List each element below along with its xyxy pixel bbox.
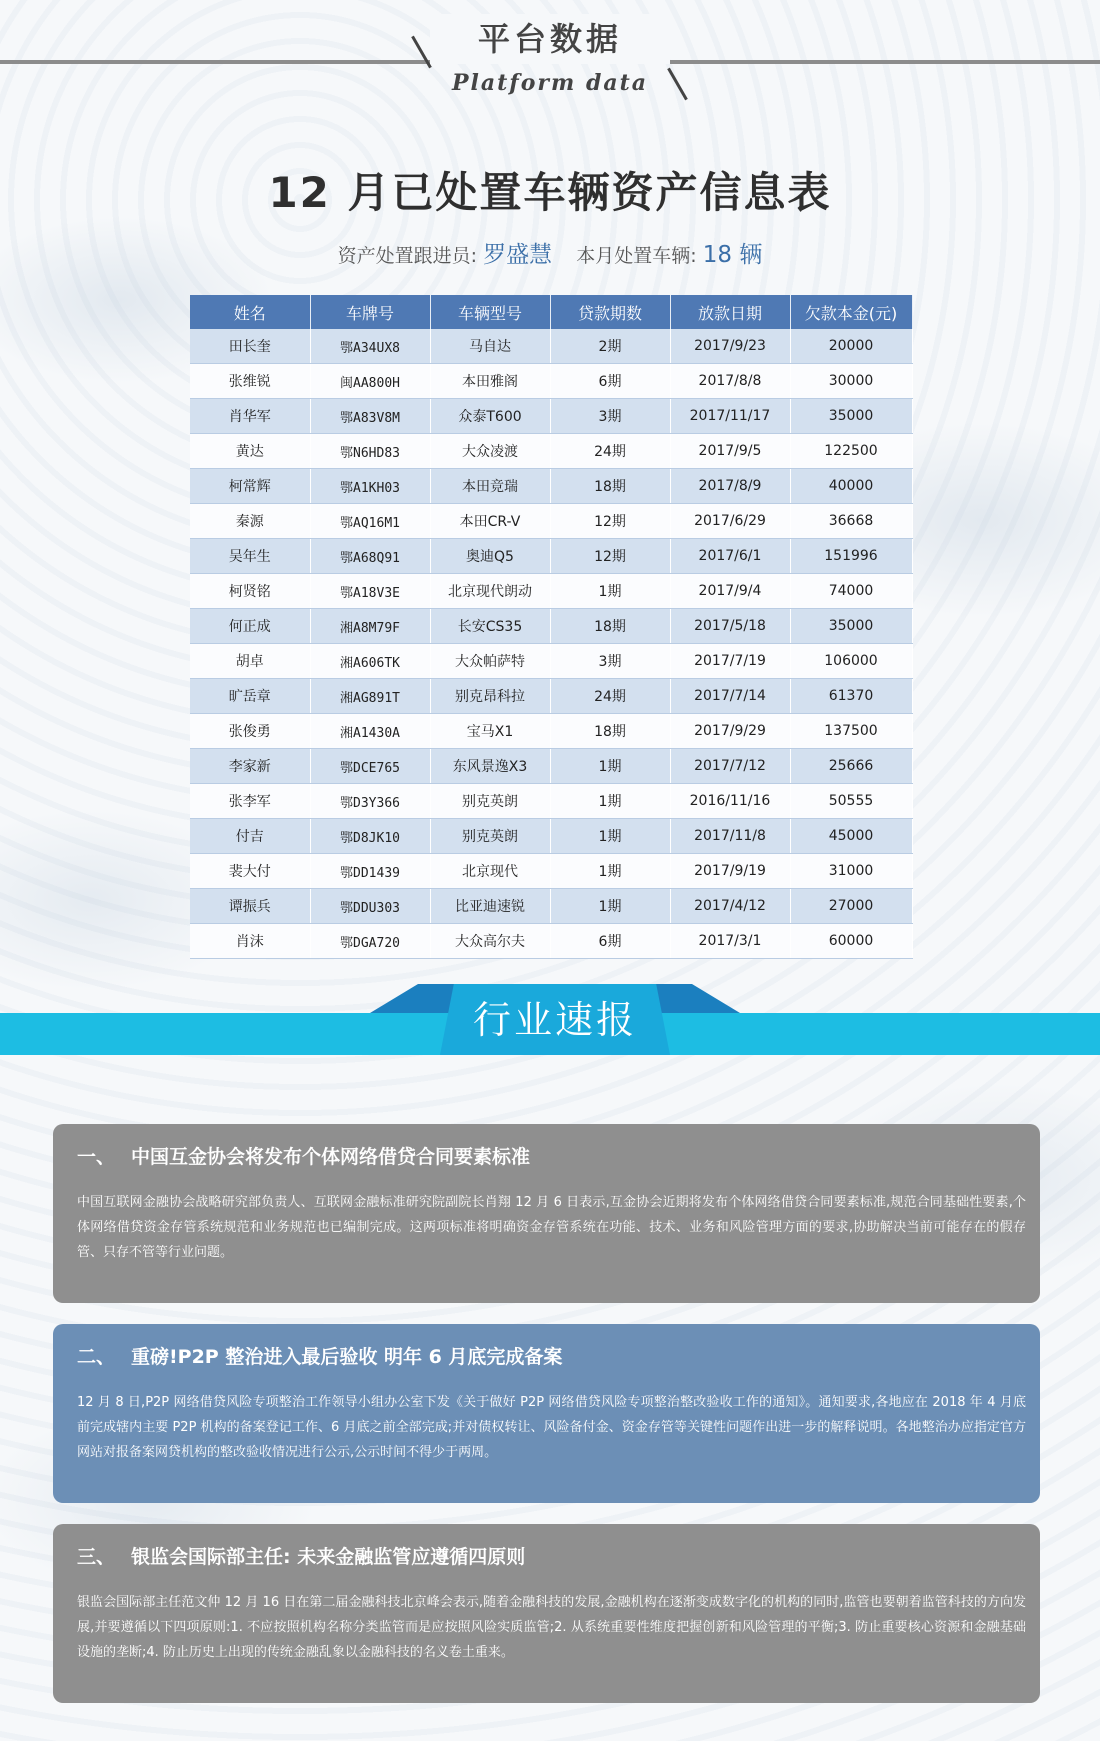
col-header-term: 贷款期数 — [550, 295, 670, 329]
table-row — [190, 609, 912, 644]
cell-plate: 湘A8M79F — [310, 609, 430, 644]
cell-plate: 鄂A83V8M — [310, 399, 430, 434]
cell-date: 2016/11/16 — [670, 784, 790, 819]
cell-term: 3期 — [550, 644, 670, 679]
cell-date: 2017/6/29 — [670, 504, 790, 539]
cell-name: 吴年生 — [190, 539, 310, 574]
count-label: 本月处置车辆: — [576, 245, 697, 267]
cell-term: 1期 — [550, 819, 670, 854]
cell-term: 24期 — [550, 434, 670, 469]
table-header-row — [190, 295, 912, 329]
cell-date: 2017/9/23 — [670, 329, 790, 364]
table-row — [190, 434, 912, 469]
follower-label: 资产处置跟进员: — [337, 245, 478, 267]
cell-plate: 鄂DDU303 — [310, 889, 430, 924]
cell-date: 2017/11/8 — [670, 819, 790, 854]
news-heading — [77, 1342, 562, 1369]
cell-model: 大众凌渡 — [430, 434, 550, 469]
cell-model: 比亚迪速锐 — [430, 889, 550, 924]
table-row — [190, 679, 912, 714]
cell-model: 北京现代朗动 — [430, 574, 550, 609]
cell-name: 柯常辉 — [190, 469, 310, 504]
cell-date: 2017/5/18 — [670, 609, 790, 644]
cell-date: 2017/3/1 — [670, 924, 790, 959]
cell-principal: 20000 — [790, 329, 912, 364]
col-header-model: 车辆型号 — [430, 295, 550, 329]
cell-principal: 45000 — [790, 819, 912, 854]
table-row — [190, 539, 912, 574]
col-header-date: 放款日期 — [670, 295, 790, 329]
cell-date: 2017/4/12 — [670, 889, 790, 924]
table-row — [190, 644, 912, 679]
table-row — [190, 364, 912, 399]
cell-term: 18期 — [550, 469, 670, 504]
cell-plate: 鄂N6HD83 — [310, 434, 430, 469]
cell-date: 2017/7/12 — [670, 749, 790, 784]
cell-date: 2017/9/19 — [670, 854, 790, 889]
cell-model: 大众帕萨特 — [430, 644, 550, 679]
news-number: 三、 — [77, 1546, 116, 1568]
news-body: 中国互联网金融协会战略研究部负责人、互联网金融标准研究院副院长肖翔 12 月 6 日表示,互金协会近期将发布个体网络借贷合同要素标准,规范合同基础性要素,个体网络借贷资金存管系统规范和业务规范也已编制完成。这两项标准将明确资金存管系统在功能、技术、业务和风险管理方面的要求,协助解决当前可能存在的假存管、只存不管等行业问题。 — [77, 1195, 1026, 1260]
section-title: 行业速报 — [472, 998, 637, 1042]
cell-plate: 鄂A1KH03 — [310, 469, 430, 504]
count-value: 18 辆 — [702, 242, 763, 268]
news-number: 二、 — [77, 1346, 116, 1368]
cell-model: 别克英朗 — [430, 784, 550, 819]
table-row — [190, 749, 912, 784]
follower-name: 罗盛慧 — [483, 242, 553, 268]
cell-principal: 40000 — [790, 469, 912, 504]
cell-term: 1期 — [550, 574, 670, 609]
table-row — [190, 574, 912, 609]
cell-principal: 31000 — [790, 854, 912, 889]
cell-name: 谭振兵 — [190, 889, 310, 924]
table-row — [190, 889, 912, 924]
cell-model: 北京现代 — [430, 854, 550, 889]
cell-model: 奥迪Q5 — [430, 539, 550, 574]
cell-term: 6期 — [550, 364, 670, 399]
news-title: 银监会国际部主任: 未来金融监管应遵循四原则 — [131, 1546, 526, 1568]
cell-principal: 36668 — [790, 504, 912, 539]
cell-principal: 30000 — [790, 364, 912, 399]
cell-principal: 74000 — [790, 574, 912, 609]
cell-date: 2017/7/14 — [670, 679, 790, 714]
cell-name: 肖华军 — [190, 399, 310, 434]
cell-model: 本田竞瑞 — [430, 469, 550, 504]
cell-model: 东风景逸X3 — [430, 749, 550, 784]
cell-term: 6期 — [550, 924, 670, 959]
table-row — [190, 469, 912, 504]
cell-name: 黄达 — [190, 434, 310, 469]
cell-term: 24期 — [550, 679, 670, 714]
cell-date: 2017/8/8 — [670, 364, 790, 399]
cell-model: 别克英朗 — [430, 819, 550, 854]
cell-plate: 湘A606TK — [310, 644, 430, 679]
cell-plate: 湘A1430A — [310, 714, 430, 749]
table-row — [190, 329, 912, 364]
cell-term: 12期 — [550, 539, 670, 574]
cell-principal: 27000 — [790, 889, 912, 924]
cell-principal: 60000 — [790, 924, 912, 959]
cell-principal: 106000 — [790, 644, 912, 679]
cell-plate: 鄂A34UX8 — [310, 329, 430, 364]
cell-term: 18期 — [550, 714, 670, 749]
header-subtitle: Platform data — [451, 70, 649, 96]
cell-name: 李家新 — [190, 749, 310, 784]
cell-date: 2017/8/9 — [670, 469, 790, 504]
cell-name: 张俊勇 — [190, 714, 310, 749]
cell-plate: 鄂AQ16M1 — [310, 504, 430, 539]
news-number: 一、 — [77, 1146, 116, 1168]
cell-name: 何正成 — [190, 609, 310, 644]
disposal-meta — [0, 236, 1100, 269]
cell-name: 付吉 — [190, 819, 310, 854]
table-row — [190, 924, 912, 959]
cell-model: 本田CR-V — [430, 504, 550, 539]
page-title: 12 月已处置车辆资产信息表 — [268, 168, 832, 217]
cell-model: 宝马X1 — [430, 714, 550, 749]
news-body: 银监会国际部主任范文仲 12 月 16 日在第二届金融科技北京峰会表示,随着金融科技的发展,金融机构在逐渐变成数字化的机构的同时,监管也要朝着监管科技的方向发展,并要遵循以下四项原则:1. 不应按照机构名称分类监管而是应按照风险实质监管;2. 从系统重要性维度把握创新和风险管理的平衡;3. 防止重要核心资源和金融基础设施的垄断;4. 防止历史上出现的传统金融乱象以金融科技的名义卷土重来。 — [77, 1595, 1026, 1660]
cell-model: 长安CS35 — [430, 609, 550, 644]
cell-name: 柯贤铭 — [190, 574, 310, 609]
cell-date: 2017/9/5 — [670, 434, 790, 469]
cell-plate: 鄂DCE765 — [310, 749, 430, 784]
cell-date: 2017/6/1 — [670, 539, 790, 574]
table-row — [190, 854, 912, 889]
col-header-plate: 车牌号 — [310, 295, 430, 329]
cell-principal: 35000 — [790, 399, 912, 434]
table-row — [190, 784, 912, 819]
cell-principal: 50555 — [790, 784, 912, 819]
cell-term: 2期 — [550, 329, 670, 364]
cell-date: 2017/11/17 — [670, 399, 790, 434]
table-row — [190, 819, 912, 854]
cell-plate: 鄂DGA720 — [310, 924, 430, 959]
cell-plate: 鄂D8JK10 — [310, 819, 430, 854]
cell-principal: 151996 — [790, 539, 912, 574]
platform-data-header — [0, 0, 1100, 110]
cell-plate: 鄂A18V3E — [310, 574, 430, 609]
cell-date: 2017/9/4 — [670, 574, 790, 609]
cell-principal: 25666 — [790, 749, 912, 784]
cell-name: 肖沫 — [190, 924, 310, 959]
cell-principal: 61370 — [790, 679, 912, 714]
news-card-1 — [53, 1124, 1040, 1303]
table-row — [190, 714, 912, 749]
cell-date: 2017/9/29 — [670, 714, 790, 749]
cell-plate: 鄂A68Q91 — [310, 539, 430, 574]
cell-term: 18期 — [550, 609, 670, 644]
table-row — [190, 504, 912, 539]
cell-principal: 35000 — [790, 609, 912, 644]
news-title: 重磅!P2P 整治进入最后验收 明年 6 月底完成备案 — [131, 1346, 563, 1368]
cell-model: 本田雅阁 — [430, 364, 550, 399]
news-card-3 — [53, 1524, 1040, 1703]
vehicle-asset-table — [190, 295, 913, 959]
cell-principal: 122500 — [790, 434, 912, 469]
cell-plate: 鄂DD1439 — [310, 854, 430, 889]
news-heading — [77, 1142, 530, 1169]
col-header-principal: 欠款本金(元) — [790, 295, 912, 329]
cell-name: 旷岳章 — [190, 679, 310, 714]
cell-model: 众泰T600 — [430, 399, 550, 434]
cell-term: 3期 — [550, 399, 670, 434]
cell-name: 张维锐 — [190, 364, 310, 399]
cell-date: 2017/7/19 — [670, 644, 790, 679]
header-title: 平台数据 — [430, 14, 670, 64]
cell-term: 1期 — [550, 784, 670, 819]
cell-model: 别克昂科拉 — [430, 679, 550, 714]
cell-term: 1期 — [550, 749, 670, 784]
news-heading — [77, 1542, 525, 1569]
news-body: 12 月 8 日,P2P 网络借贷风险专项整治工作领导小组办公室下发《关于做好 P2P 网络借贷风险专项整治整改验收工作的通知》。通知要求,各地应在 2018 年 4 月底前完成辖内主要 P2P 机构的备案登记工作、6 月底之前全部完成;并对债权转让、风险备付金、资金存管等关键性问题作出进一步的解释说明。各地整治办应指定官方网站对报备案网贷机构的整改验收情况进行公示,公示时间不得少于两周。 — [77, 1395, 1026, 1460]
cell-name: 胡卓 — [190, 644, 310, 679]
cell-name: 裴大付 — [190, 854, 310, 889]
cell-plate: 闽AA800H — [310, 364, 430, 399]
news-card-2 — [53, 1324, 1040, 1503]
cell-model: 马自达 — [430, 329, 550, 364]
cell-term: 1期 — [550, 854, 670, 889]
news-title: 中国互金协会将发布个体网络借贷合同要素标准 — [131, 1146, 531, 1168]
cell-name: 田长奎 — [190, 329, 310, 364]
table-row — [190, 399, 912, 434]
cell-plate: 鄂D3Y366 — [310, 784, 430, 819]
col-header-name: 姓名 — [190, 295, 310, 329]
cell-plate: 湘AG891T — [310, 679, 430, 714]
cell-name: 张李军 — [190, 784, 310, 819]
cell-term: 1期 — [550, 889, 670, 924]
cell-name: 秦源 — [190, 504, 310, 539]
cell-principal: 137500 — [790, 714, 912, 749]
cell-term: 12期 — [550, 504, 670, 539]
header-slash-right — [667, 68, 688, 101]
cell-model: 大众高尔夫 — [430, 924, 550, 959]
